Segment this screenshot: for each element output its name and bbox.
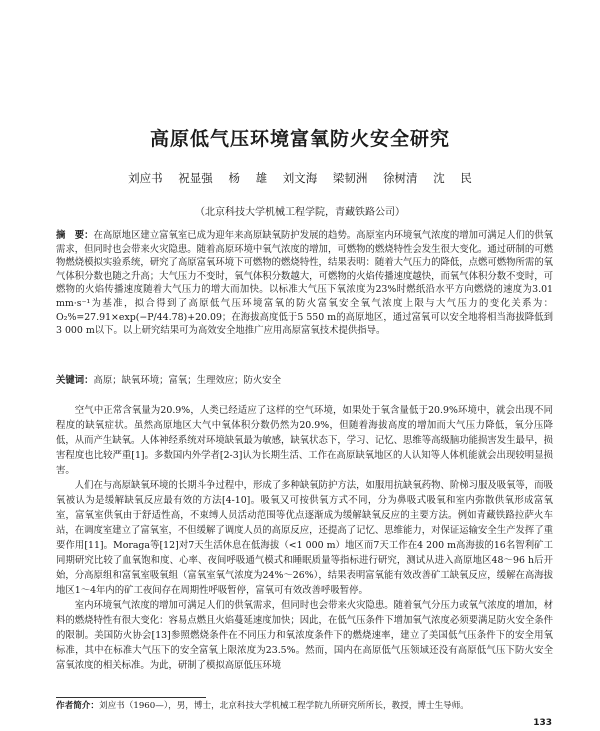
footnote-divider	[56, 697, 206, 698]
author: 祝显强	[178, 171, 213, 185]
author: 沈 民	[433, 171, 472, 185]
footnote-text: 刘应书（1960—），男，博士，北京科技大学机械工程学院九所研究所所长，教授，博士生导师。	[98, 701, 469, 711]
paragraph: 人们在与高原缺氧环境的长期斗争过程中，形成了多种缺氧防护方法，如服用抗缺氧药物、阶梯习服及吸氧等，而吸氧被认为是缓解缺氧反应最有效的方法[4-10]。吸氧又可按供氧方式不同，分为鼻吸式吸氧和室内弥散供氧形成富氧室，富氧室供氧由于舒适性高，不束缚人员活动范围等优点逐渐成为缓解缺氧反应的主要方法。例如青藏铁路拉萨火车站，在调度室建立了富氧室，不但缓解了调度人员的高原反应，还提高了记忆、思维能力，对保证运输安全生产发挥了重要作用[11]。Moraga等[12]对7天生活休息在低海拔（<1 000 m）地区而7天工作在4 200 m高海拔的16名智利矿工同期研究比较了血氧饱和度、心率、夜间呼吸通气模式和睡眠质量等指标进行研究，测试从进入高原地区48～96 h后开始，分高原组和富氧室吸氧组（富氧室氧气浓度为24%～26%），结果表明富氧能有效改善矿工缺氧反应，缓解在高海拔地区1～4年内的矿工夜间存在周期性呼吸暂停，富氧可有效改善呼吸暂停。	[56, 480, 553, 596]
author: 梁韧洲	[332, 171, 368, 185]
author: 刘应书	[128, 171, 163, 185]
body-text	[56, 403, 553, 673]
page-number: 133	[533, 718, 552, 728]
keywords-text: 高原；缺氧环境；富氧；生理效应；防火安全	[93, 375, 282, 386]
keywords	[56, 374, 553, 387]
abstract-text: 在高原地区建立富氧室已成为迎年来高原缺氧防护发展的趋势。高原室内环境氧气浓度的增加可满足人们的供氧需求，但同时也会带来火灾隐患。随着高原环境中氧气浓度的增加，可燃物的燃烧特性会发生很大变化。通过研制的可燃物燃烧模拟实验系统，研究了高原富氧环境下可燃物的燃烧特性，结果表明：随着大气压力的降低，点燃可燃物所需的氧气体积分数也随之升高；大气压力不变时，氧气体积分数越大，可燃物的火焰传播速度越快，而氧气体积分数不变时，可燃物的火焰传播速度随着大气压力的增大而加快。以标准大气压下氧浓度为23%时燃纸沿水平方向燃烧的速度为3.01 mm·s⁻¹为基准，拟合得到了高原低气压环境富氧的防火富氧安全氧气浓度上限与大气压力的变化关系为：O₂%=27.91×exp(−P/44.78)+20.09；在海拔高度低于5 550 m的高原地区，通过富氧可以安全地将相当海拔降低到3 000 m以下。以上研究结果可为高效安全地推广应用高原富氧技术提供指导。	[56, 230, 553, 337]
paper-title: 高原低气压环境富氧防火安全研究	[149, 128, 450, 150]
author-list	[0, 170, 600, 186]
author-footnote	[56, 700, 553, 712]
author: 徐树清	[383, 171, 418, 185]
author: 杨 雄	[228, 171, 268, 185]
footnote-label: 作者简介：	[56, 701, 99, 711]
paragraph: 室内环境氧气浓度的增加可满足人们的供氧需求，但同时也会带来火灾隐患。随着氧气分压力或氧气浓度的增加，材料的燃烧特性有很大变化：容易点燃且火焰蔓延速度加快；因此，在低气压条件下增加氧气浓度必须要满足防火安全条件的限制。美国防火协会[13]参照燃烧条件在不同压力和氧浓度条件下的燃烧速率，建立了美国低气压条件下的安全用氧标准，其中在标准大气压下的安全富氧上限浓度为23.5%。然而，国内在高原低气压领域还没有高原低气压下防火安全富氧浓度的相关标准。为此，研制了模拟高原低压环境	[56, 600, 553, 671]
keywords-label: 关键词：	[56, 375, 94, 386]
abstract-label: 摘 要：	[56, 230, 94, 241]
author: 刘文海	[282, 171, 318, 185]
affiliation: （北京科技大学机械工程学院，青藏铁路公司）	[195, 207, 405, 218]
abstract	[56, 229, 553, 338]
paragraph: 空气中正常含氧量为20.9%，人类已经适应了这样的空气环境，如果处于氧含量低于20.9%环境中，就会出现不同程度的缺氧症状。虽然高原地区大气中氧体积分数仍然为20.9%，但随着海拔高度的增加而大气压力降低，氧分压降低，从而产生缺氧。人体神经系统对环境缺氧最为敏感，缺氧状态下，学习、记忆、思维等高级脑功能损害发生最早，损害程度也比较严重[1]。多数国内外学者[2-3]认为长期生活、工作在高原缺氧地区的人认知等人体机能就会出现较明显损害。	[56, 405, 553, 476]
